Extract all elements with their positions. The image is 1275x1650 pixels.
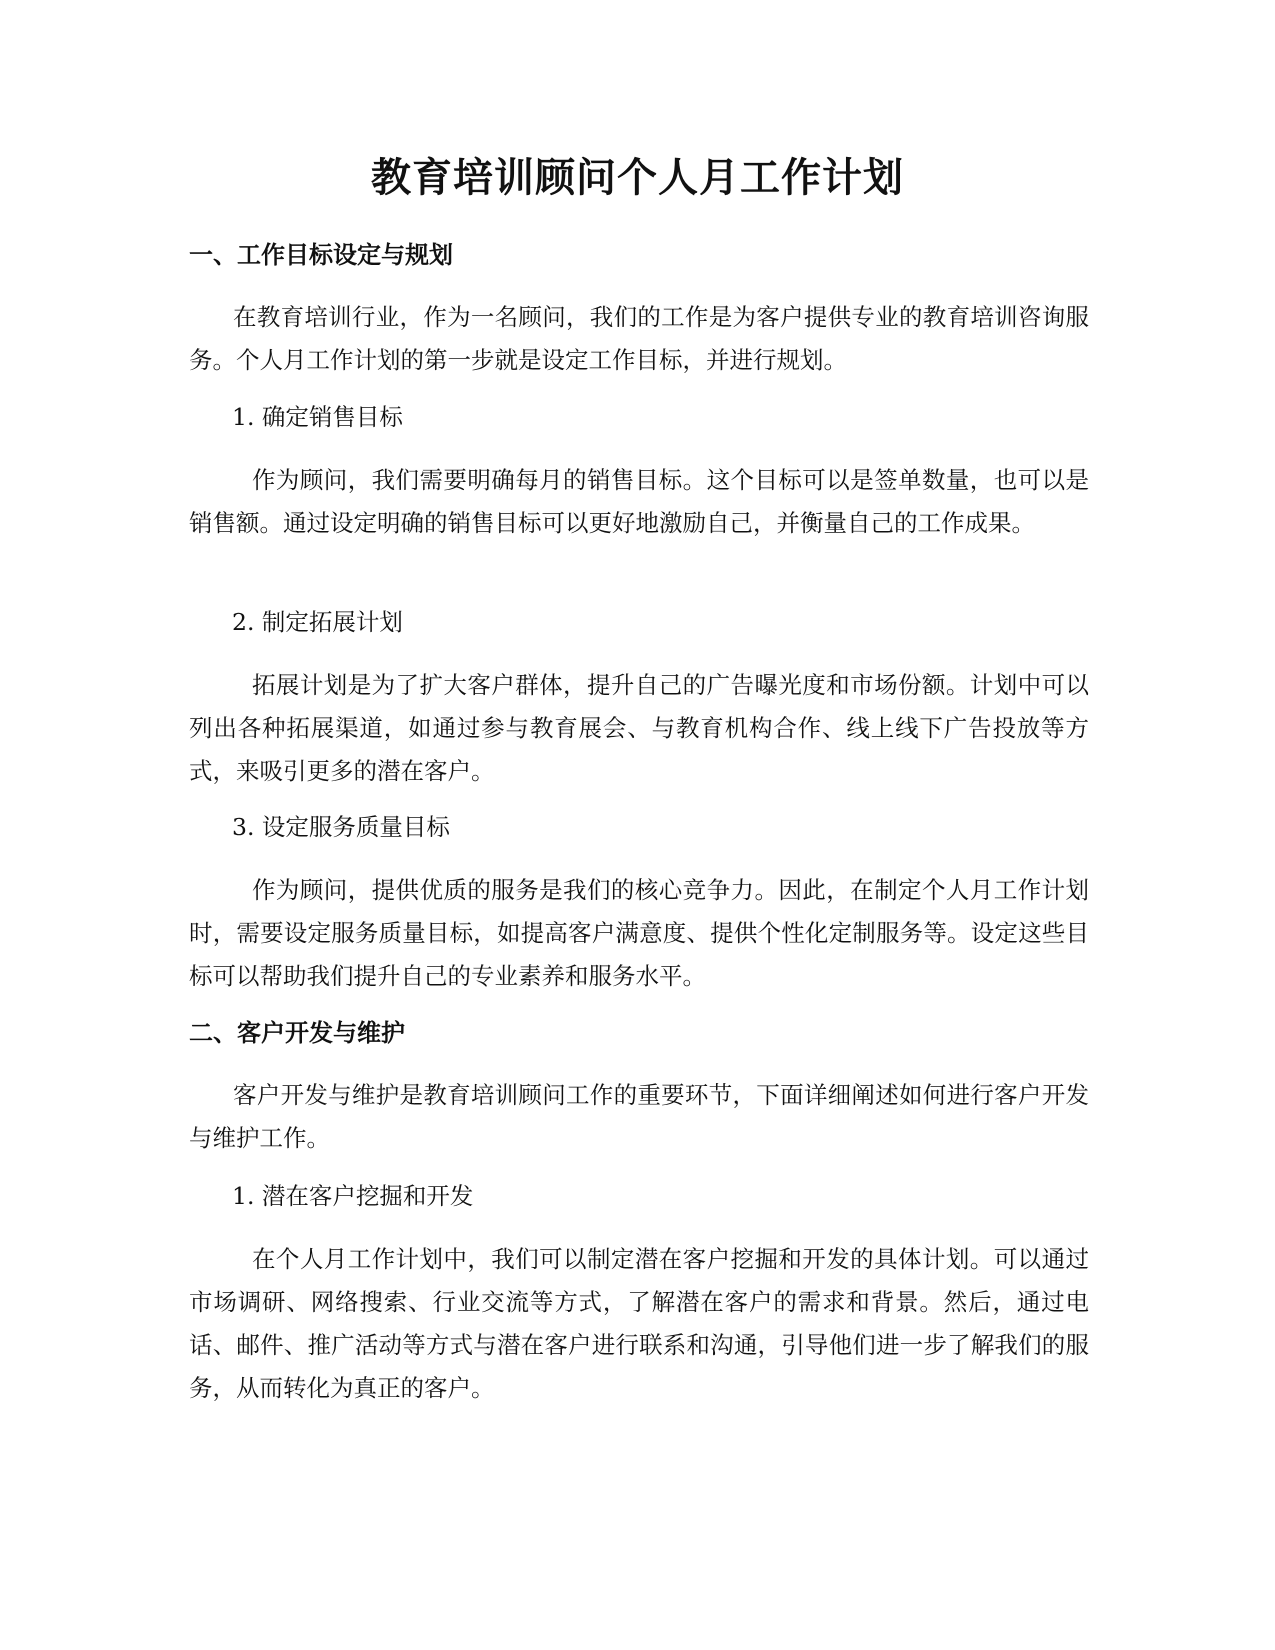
list-item-label: 3. 设定服务质量目标 (232, 813, 450, 841)
section-intro: 客户开发与维护是教育培训顾问工作的重要环节，下面详细阐述如何进行客户开发与维护工作。 (189, 1081, 1089, 1152)
section-intro: 在教育培训行业，作为一名顾问，我们的工作是为客户提供专业的教育培训咨询服务。个人月工作计划的第一步就是设定工作目标，并进行规划。 (189, 303, 1089, 374)
list-item-text: 在个人月工作计划中，我们可以制定潜在客户挖掘和开发的具体计划。可以通过市场调研、网络搜索、行业交流等方式，了解潜在客户的需求和背景。然后，通过电话、邮件、推广活动等方式与潜在客户进行联系和沟通，引导他们进一步了解我们的服务，从而转化为真正的客户。 (189, 1245, 1089, 1402)
section-heading: 一、工作目标设定与规划 (189, 241, 453, 269)
list-item-text: 作为顾问，提供优质的服务是我们的核心竞争力。因此，在制定个人月工作计划时，需要设定服务质量目标，如提高客户满意度、提供个性化定制服务等。设定这些目标可以帮助我们提升自己的专业素养和服务水平。 (189, 876, 1089, 990)
section-heading: 二、客户开发与维护 (189, 1019, 405, 1047)
document-title: 教育培训顾问个人月工作计划 (371, 155, 904, 201)
list-item-label: 1. 潜在客户挖掘和开发 (232, 1182, 474, 1210)
list-item-text: 作为顾问，我们需要明确每月的销售目标。这个目标可以是签单数量，也可以是销售额。通过设定明确的销售目标可以更好地激励自己，并衡量自己的工作成果。 (189, 466, 1089, 537)
list-item-label: 2. 制定拓展计划 (232, 608, 403, 636)
list-item-label: 1. 确定销售目标 (232, 403, 403, 431)
list-item-text: 拓展计划是为了扩大客户群体，提升自己的广告曝光度和市场份额。计划中可以列出各种拓展渠道，如通过参与教育展会、与教育机构合作、线上线下广告投放等方式，来吸引更多的潜在客户。 (189, 671, 1089, 785)
